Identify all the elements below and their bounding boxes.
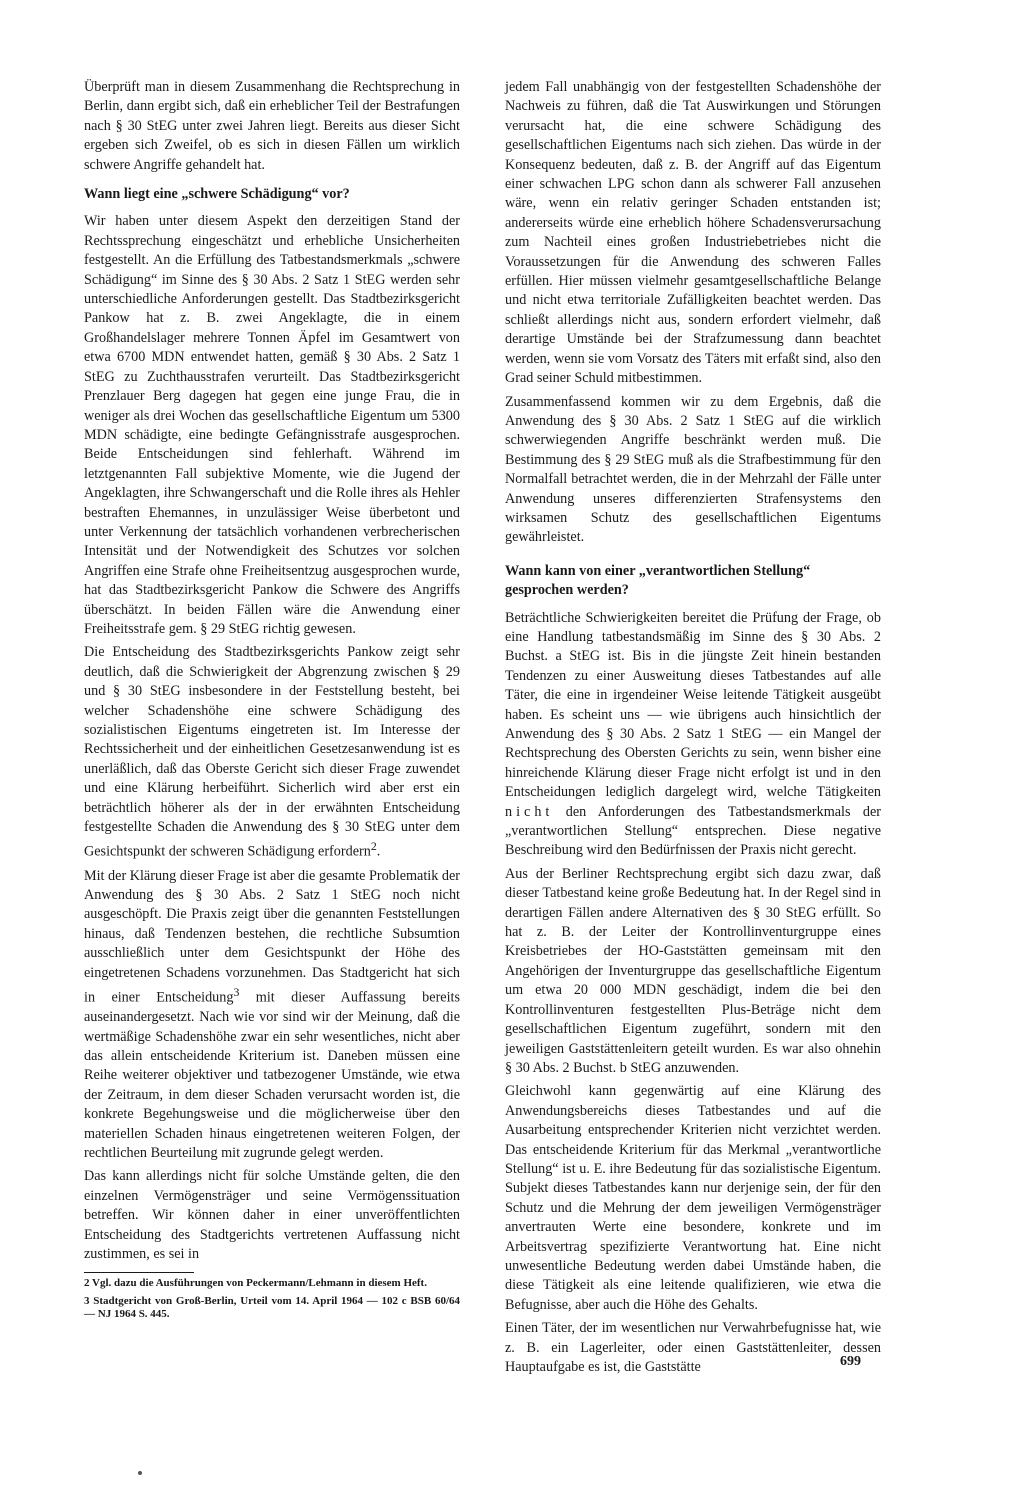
- footnote-ref: 3: [233, 985, 240, 1000]
- paragraph: Das kann allerdings nicht für solche Umstände gelten, die den einzelnen Vermögensträger und seine Vermögenssituation betreffen. Wir können daher in einer unveröffentlichten Entscheidung des Stadtgerichts vertretenen Auffassung nicht zustimmen, es sei in: [84, 1168, 460, 1263]
- paragraph: Gleichwohl kann gegenwärtig auf eine Klärung des Anwendungsbereichs dieses Tatbestandes und auf die Ausarbeitung entsprechender Kriterien nicht verzichtet werden. Das entscheidende Kriterium für das Merkmal „verantwortliche Stellung“ ist u. E. ihre Bedeutung für das sozialistische Eigentum. Subjekt dieses Tatbestandes kann nur derjenige sein, der für den Schutz und die Mehrung der dem jeweiligen Vermögensträger anvertrauten Werte eine besondere, konkrete und im Arbeitsvertrag spezifizierte Verantwortung hat. Eine nicht unwesentliche Bedeutung werden dabei Umstände haben, die diese Tätigkeit als eine leitende qualifizieren, wie etwa die Befugnisse, aber auch die Höhe des Gehalts.: [505, 1083, 881, 1313]
- right-column: [505, 78, 881, 1381]
- paragraph: Wir haben unter diesem Aspekt den derzeitigen Stand der Rechtssprechung eingeschätzt und erhebliche Unsicherheiten festgestellt. An die Erfüllung des Tatbestandsmerkmals „schwere Schädigung“ im Sinne des § 30 Abs. 2 Satz 1 StEG werden sehr unterschiedliche Anforderungen gestellt. Das Stadtbezirksgericht Pankow hat z. B. zwei Angeklagte, die in einem Großhandelslager mehrere Tonnen Äpfel im Gesamtwert von etwa 6700 MDN entwendet hatten, gemäß § 30 Abs. 2 Satz 1 StEG zu Zuchthausstrafen verurteilt. Das Stadtbezirksgericht Prenzlauer Berg dagegen hat gegen eine junge Frau, die in weniger als drei Wochen das gesellschaftliche Eigentum um 5300 MDN schädigte, eine bedingte Gefängnisstrafe ausgesprochen. Beide Entscheidungen sind fehlerhaft. Während im letztgenannten Fall subjektive Momente, wie die Jugend der Angeklagten, ihre Schwangerschaft und die Rolle ihres als Hehler bestraften Ehemannes, in unzulässiger Weise überbetont und unter Verkennung der tatsächlich vorhandenen verbrecherischen Intensität und der Notwendigkeit des Schutzes vor solchen Angriffen eine Strafe ohne Freiheitsentzug ausgesprochen wurde, hat das Stadtbezirksgericht Pankow die Schwere des Angriffs überschätzt. In beiden Fällen wäre die Anwendung einer Freiheitsstrafe gem. § 29 StEG richtig gewesen.: [84, 213, 460, 637]
- page-number: 699: [840, 1354, 861, 1369]
- paragraph: [84, 643, 460, 862]
- section-heading: Wann kann von einer „verantwortlichen Stellung“ gesprochen werden?: [505, 562, 811, 599]
- paragraph: Überprüft man in diesem Zusammenhang die Rechtsprechung in Berlin, dann ergibt sich, daß ein erheblicher Teil der Bestrafungen nach § 30 StEG unter zwei Jahren liegt. Bereits aus dieser Sicht ergeben sich Zweifel, ob es sich in diesen Fällen um wirklich schwere Angriffe gehandelt hat.: [84, 79, 460, 173]
- footnote-ref: 2: [370, 839, 377, 854]
- paragraph-text: Mit der Klärung dieser Frage ist aber die gesamte Problematik der Anwendung des § 30 Abs. 2 Satz 1 StEG noch nicht ausgeschöpft. Die Praxis zeigt über die genannten Feststellungen hinaus, daß Tendenzen bestehen, die rechtliche Subsumtion ausschließlich unter dem Gesichtspunkt der Höhe des eingetretenen Schadens vorzunehmen. Das Stadtgericht hat sich in einer Entscheidung: [84, 867, 460, 1006]
- paragraph-text: Die Entscheidung des Stadtbezirksgerichts Pankow zeigt sehr deutlich, daß die Schwierigkeit der Abgrenzung zwischen § 29 und § 30 StEG insbesondere in der Feststellung besteht, bei welcher Schadenshöhe eine schwere Schädigung des sozialistischen Eigentums eingetreten ist. Im Interesse der Rechtssicherheit und der einheitlichen Gesetzesanwendung ist es unerläßlich, daß das Oberste Gericht sich dieser Frage zuwendet und eine Klärung herbeiführt. Sicherlich wird aber erst ein beträchtlich höherer als der in der erwähnten Entscheidung festgestellte Schaden die Anwendung des § 30 StEG unter dem Gesichtspunkt der schweren Schädigung erfordern: [84, 644, 460, 861]
- paragraph: Einen Täter, der im wesentlichen nur Verwahrbefugnisse hat, wie z. B. ein Lagerleiter, oder einen Gaststättenleiter, dessen Hauptaufgabe es ist, die Gaststätte: [505, 1320, 881, 1375]
- left-column: [84, 78, 460, 1326]
- paragraph: [505, 609, 881, 861]
- paragraph: Aus der Berliner Rechtsprechung ergibt sich dazu zwar, daß dieser Tatbestand keine große Bedeutung hat. In der Regel sind in derartigen Fällen andere Alternativen des § 30 StEG erfüllt. So hat z. B. der Leiter der Kontrollinventurgruppe eines Kreisbetriebes der HO-Gaststätten gemeinsam mit den Angehörigen der Inventurgruppe das gesellschaftliche Eigentum um etwa 20 000 MDN geschädigt, indem die bei den Kontrollinventuren festgestellten Plus-Beträge nicht dem gesellschaftlichen Eigentum zugeführt, sondern mit den jeweiligen Gaststättenleitern geteilt wurden. Es war also ohnehin § 30 Abs. 2 Buchst. b StEG anzuwenden.: [505, 865, 881, 1076]
- paragraph-text: Beträchtliche Schwierigkeiten bereitet die Prüfung der Frage, ob eine Handlung tatbestandsmäßig im Sinne des § 30 Abs. 2 Buchst. a StEG ist. Bis in die jüngste Zeit hinein bestanden Tendenzen zu einer Ausweitung dieses Tatbestandes auf alle Täter, die eine in irgendeiner Weise leitende Tätigkeit ausgeübt haben. Es scheint uns — wie übrigens auch hinsichtlich der Anwendung des § 30 Abs. 2 Satz 1 StEG — ein Mangel der Rechtsprechung des Obersten Gerichts zu sein, wenn bisher eine hinreichende Klärung dieser Frage nicht erfolgt ist und in den Entscheidungen lediglich dargelegt wird, welche Tätigkeiten: [505, 609, 881, 801]
- footnote-3: 3 Stadtgericht von Groß-Berlin, Urteil vom 14. April 1964 — 102 c BSB 60/64 — NJ 1964 S. 445.: [84, 1294, 460, 1321]
- section-heading: Wann liegt eine „schwere Schädigung“ vor?: [84, 186, 350, 203]
- spaced-emphasis: nicht: [505, 803, 554, 820]
- paragraph-text: den Anforderungen des Tatbestandsmerkmals der „verantwortlichen Stellung“ entsprechen. Diese negative Beschreibung wird den Bedürfnissen der Praxis nicht gerecht.: [505, 803, 881, 859]
- paragraph: Zusammenfassend kommen wir zu dem Ergebnis, daß die Anwendung des § 30 Abs. 2 Satz 1 StEG auf die wirklich schwerwiegenden Angriffe beschränkt werden muß. Die Bestimmung des § 29 StEG muß als die Strafbestimmung für den Normalfall betrachtet werden, die in der Mehrzahl der Fälle unter Anwendung unseres differenzierten Strafensystems den wirksamen Schutz des gesellschaftlichen Eigentums gewährleistet.: [505, 393, 881, 546]
- footnote-2: 2 Vgl. dazu die Ausführungen von Peckermann/Lehmann in diesem Heft.: [84, 1277, 427, 1290]
- speck: [138, 1471, 142, 1475]
- paragraph: jedem Fall unabhängig von der festgestellten Schadenshöhe der Nachweis zu führen, daß die Tat Auswirkungen und Störungen verursacht hat, die eine schwere Schädigung des gesellschaftlichen Eigentums nach sich ziehen. Das würde in der Konsequenz bedeuten, daß z. B. der Angriff auf das Eigentum einer schwachen LPG schon dann als schwerer Fall anzusehen wäre, wenn ein relativ geringer Schaden entstanden ist; andererseits würde eine erheblich höhere Schadensverursachung zum Nachteil eines großen Industriebetriebes nicht die Voraussetzungen für die Anwendung des schweren Falles erfüllen. Hier müssen vielmehr gesamtgesellschaftliche Belange und nicht etwa territoriale Zufälligkeiten beachtet werden. Das schließt allerdings nicht aus, sondern erfordert vielmehr, daß derartige Umstände bei der Strafzumessung dann beachtet werden, wenn sie vom Vorsatz des Täters mit erfaßt sind, also den Grad seiner Schuld mitbestimmen.: [505, 79, 881, 387]
- paragraph-text: mit dieser Auffassung bereits auseinandergesetzt. Nach wie vor sind wir der Meinung, daß die wertmäßige Schadenshöhe zwar ein sehr wesentliches, nicht aber das allein entscheidende Kriterium ist. Daneben müssen eine Reihe weiterer objektiver und tatbezogener Umstände, wie etwa der Zeitraum, in dem dieser Schaden verursacht worden ist, die konkrete Begehungsweise und die möglicherweise über den materiellen Schaden hinaus eingetretenen weiteren Folgen, der rechtlichen Beurteilung mit zugrunde gelegt werden.: [84, 989, 461, 1161]
- paragraph: [84, 867, 460, 1164]
- paragraph-end: .: [376, 844, 381, 861]
